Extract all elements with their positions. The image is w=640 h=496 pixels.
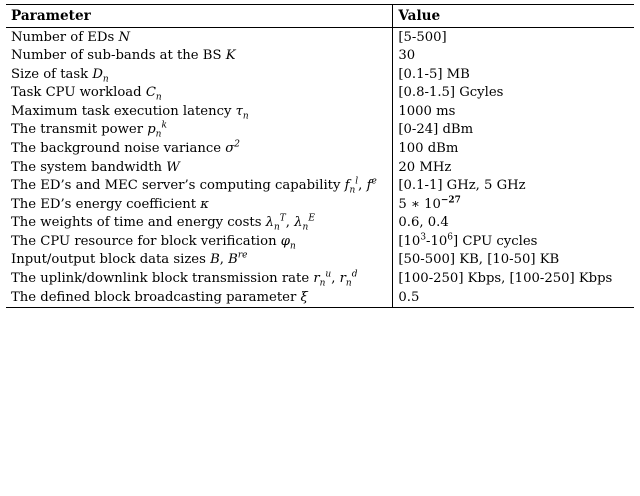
cell-value: [100-250] Kbps, [100-250] Kbps (393, 270, 634, 289)
cell-value: 20 MHz (393, 158, 634, 177)
column-header-value: Value (393, 5, 634, 28)
cell-value: [0-24] dBm (393, 121, 634, 140)
table-row (6, 140, 634, 159)
table-row (6, 288, 634, 307)
cell-parameter: The uplink/downlink block transmission rate $r_n^u$, $r_n^d$ (11, 269, 358, 289)
cell-parameter: The transmit power $p_n^k$ (11, 121, 167, 141)
cell-parameter: Number of EDs N (11, 29, 130, 45)
table-row (6, 65, 634, 84)
table-row (6, 270, 634, 289)
cell-parameter: The system bandwidth W (11, 159, 180, 175)
cell-value: [0.8-1.5] Gcyles (393, 84, 634, 103)
table-row (6, 47, 634, 66)
cell-value: [50-500] KB, [10-50] KB (393, 251, 634, 270)
table-row (6, 84, 634, 103)
cell-value: [5-500] (393, 28, 634, 47)
cell-value: 5 ∗ $10^{-27}$ (393, 195, 634, 214)
cell-parameter: The CPU resource for block verification $\varphi_n$ (11, 233, 296, 252)
cell-value: $[10^3-10^6]$ CPU cycles (393, 232, 634, 251)
parameter-table (6, 4, 634, 308)
cell-value: 30 (393, 47, 634, 66)
table-header-row (6, 5, 634, 28)
cell-value: 0.6, 0.4 (393, 214, 634, 233)
cell-value: [0.1-5] MB (393, 65, 634, 84)
cell-value: 0.5 (393, 288, 634, 307)
table-row (6, 195, 634, 214)
table-row (6, 232, 634, 251)
cell-value: [0.1-1] GHz, 5 GHz (393, 177, 634, 196)
table-row (6, 158, 634, 177)
cell-parameter: Maximum task execution latency $\tau_n$ (11, 103, 249, 122)
cell-value: 100 dBm (393, 140, 634, 159)
table-row (6, 177, 634, 196)
cell-parameter: The defined block broadcasting parameter ξ (6, 288, 393, 307)
cell-parameter: Number of sub-bands at the BS K (11, 48, 236, 64)
table-row (6, 102, 634, 121)
cell-parameter: Task CPU workload $C_n$ (11, 85, 162, 103)
table-row (6, 214, 634, 233)
cell-parameter: The background noise variance $\sigma^2$ (11, 139, 240, 156)
column-header-parameter: Parameter (6, 5, 393, 28)
table-row (6, 251, 634, 270)
cell-parameter: The ED’s and MEC server’s computing capability $f_n^l$, $f^e$ (11, 176, 377, 196)
cell-parameter: Size of task $D_n$ (11, 66, 109, 85)
cell-parameter: Input/output block data sizes B, $B^{re}$ (11, 251, 248, 268)
table-row (6, 121, 634, 140)
cell-parameter: The weights of time and energy costs $\lambda_n^T$, $\lambda_n^E$ (11, 213, 315, 233)
table-row (6, 28, 634, 47)
parameter-table-container (6, 4, 634, 308)
cell-value: 1000 ms (393, 102, 634, 121)
cell-parameter: The ED’s energy coefficient κ (11, 196, 209, 212)
